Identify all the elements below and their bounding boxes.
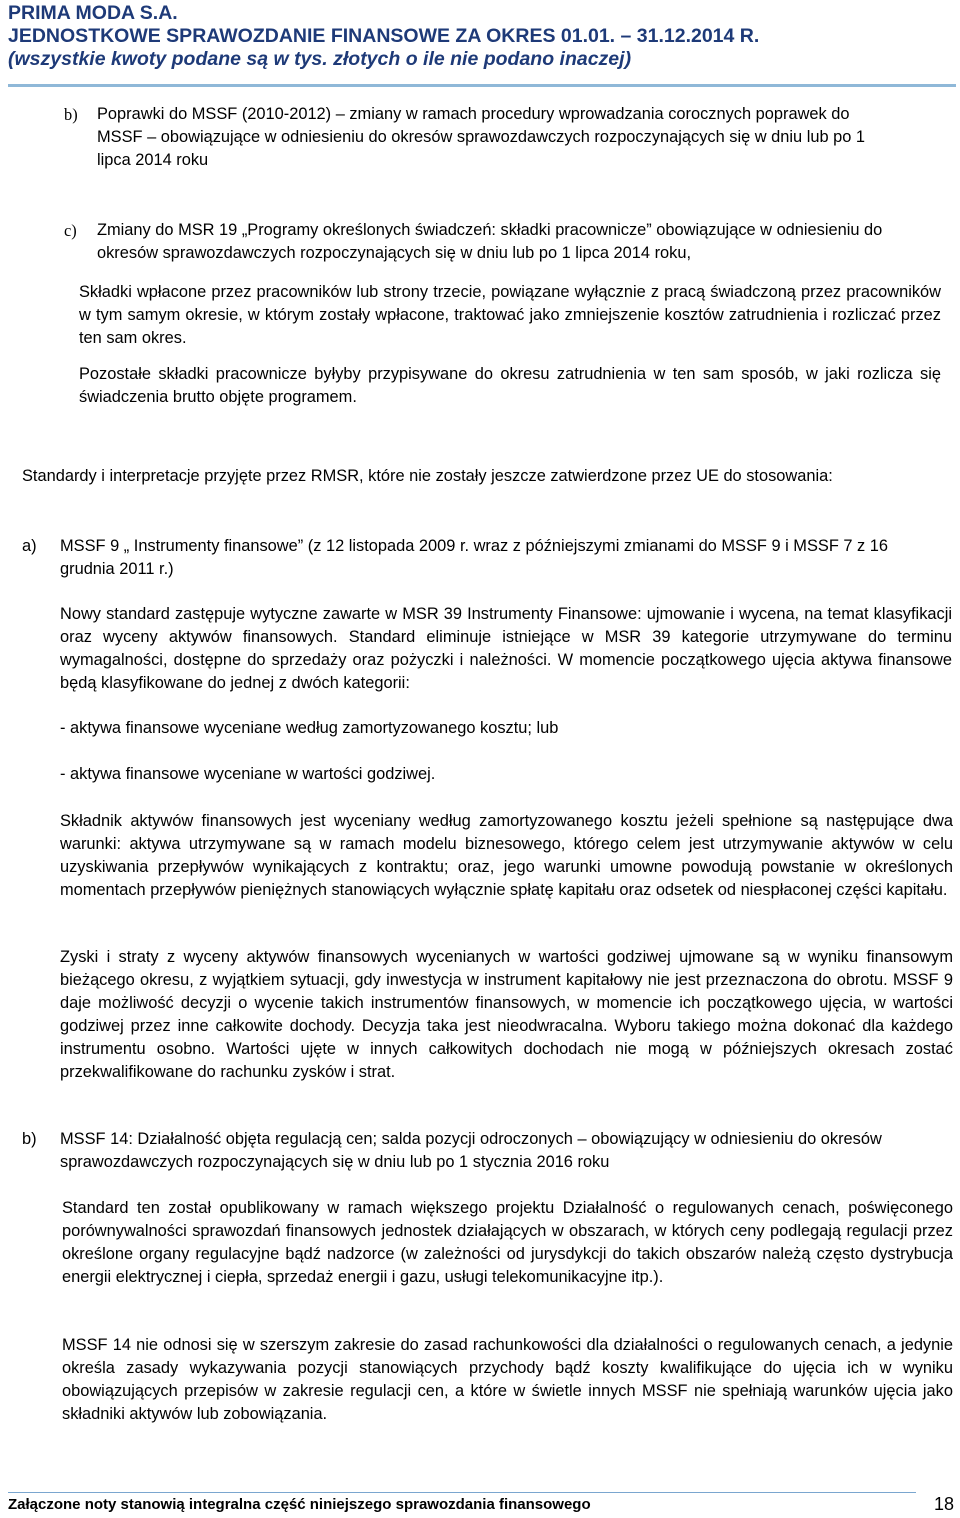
standard-a-title: MSSF 9 „ Instrumenty finansowe” (z 12 listopada 2009 r. wraz z późniejszymi zmianami do MSSF 9 i MSSF 7 z 16 grudnia 2011 r.)	[60, 537, 889, 578]
item-label-a: a)	[22, 537, 37, 555]
page-header	[8, 2, 759, 71]
page-number: 18	[933, 1494, 954, 1514]
report-title: JEDNOSTKOWE SPRAWOZDANIE FINANSOWE ZA OKRES 01.01. – 31.12.2014 R.	[8, 25, 760, 47]
item-label-b2: b)	[22, 1130, 37, 1148]
standard-b-title: MSSF 14: Działalność objęta regulacją cen; salda pozycji odroczonych – obowiązujący w odniesieniu do okresów sprawozdawczych rozpoczynających się w dniu lub po 1 stycznia 2016 roku	[60, 1130, 882, 1171]
item-label-c: c)	[64, 221, 77, 240]
paragraph: Składki wpłacone przez pracowników lub strony trzecie, powiązane wyłącznie z pracą świadczoną przez pracowników w tym samym okresie, w którym zostały wpłacone, traktować jako zmniejszenie kosztów zatrudnienia i rozliczać przez ten sam okres.	[79, 283, 941, 347]
item-label-b: b)	[64, 105, 78, 124]
section-intro: Standardy i interpretacje przyjęte przez RMSR, które nie zostały jeszcze zatwierdzone przez UE do stosowania:	[22, 467, 833, 485]
amendment-b-text: Poprawki do MSSF (2010-2012) – zmiany w ramach procedury wprowadzania corocznych poprawek do MSSF – obowiązujące w odniesieniu do okresów sprawozdawczych rozpoczynających się w dniu lub po 1 lipca 2014 roku	[97, 105, 866, 169]
list-item: - aktywa finansowe wyceniane w wartości godziwej.	[60, 765, 436, 783]
paragraph: Nowy standard zastępuje wytyczne zawarte w MSR 39 Instrumenty Finansowe: ujmowanie i wycena, na temat klasyfikacji oraz wyceny aktywów finansowych. Standard eliminuje istniejące w MSR 39 kategorie utrzymywane do terminu wymagalności, dostępne do sprzedaży oraz pożyczki i należności. W momencie początkowego ujęcia aktywa finansowe będą klasyfikowane do jednej z dwóch kategorii:	[60, 605, 952, 692]
paragraph: MSSF 14 nie odnosi się w szerszym zakresie do zasad rachunkowości dla działalności o regulowanych cenach, a jedynie określa zasady wykazywania pozycji stanowiących przychody bądź koszty kwalifikujące do ujęcia ich w wyniku obowiązujących przepisów w zakresie regulacji cen, a które w świetle innych MSSF nie spełniają warunków ujęcia jako składniki aktywów lub zobowiązania.	[62, 1336, 953, 1423]
company-name: PRIMA MODA S.A.	[8, 2, 178, 24]
header-divider	[8, 84, 956, 87]
paragraph: Standard ten został opublikowany w ramach większego projektu Działalność o regulowanych cenach, poświęconego porównywalności sprawozdań finansowych jednostek działających w obszarach, w których ceny podlegają regulacji przez określone organy regulacyjne bądź nadzorce (w zależności od jurysdykcji do takich obszarów należą często dystrybucja energii elektrycznej i ciepła, sprzedaż energii i gazu, usługi telekomunikacyjne itp.).	[62, 1199, 953, 1286]
amendment-c-text: Zmiany do MSR 19 „Programy określonych świadczeń: składki pracownicze” obowiązujące w odniesieniu do okresów sprawozdawczych rozpoczynających się w dniu lub po 1 lipca 2014 roku,	[97, 221, 883, 262]
footer-divider	[8, 1492, 916, 1493]
paragraph: Składnik aktywów finansowych jest wyceniany według zamortyzowanego kosztu jeżeli spełnione są następujące dwa warunki: aktywa utrzymywane są w ramach modelu biznesowego, którego celem jest utrzymywanie aktywów w celu uzyskiwania przepływów wynikających z kontraktu; oraz, jego warunki umowne powodują powstanie w określonych momentach przepływów pieniężnych stanowiących wyłącznie spłatę kapitału oraz odsetek od niespłaconej części kapitału.	[60, 812, 953, 899]
list-item: - aktywa finansowe wyceniane według zamortyzowanego kosztu; lub	[60, 719, 559, 737]
amounts-note: (wszystkie kwoty podane są w tys. złotych o ile nie podano inaczej)	[8, 48, 632, 70]
paragraph: Zyski i straty z wyceny aktywów finansowych wycenianych w wartości godziwej ujmowane są w wyniku finansowym bieżącego okresu, z wyjątkiem sytuacji, gdy inwestycja w instrument kapitałowy nie jest przeznaczona do obrotu. MSSF 9 daje możliwość decyzji o wycenie takich instrumentów finansowych, w momencie ich początkowego ujęcia, w wartości godziwej przez inne całkowite dochody. Decyzja taka jest nieodwracalna. Wyboru takiego można dokonać dla każdego instrumentu osobno. Wartości ujęte w innych całkowitych dochodach nie mogą w późniejszych okresach zostać przekwalifikowane do rachunku zysków i strat.	[60, 948, 953, 1081]
paragraph: Pozostałe składki pracownicze byłyby przypisywane do okresu zatrudnienia w ten sam sposób, w jaki rozlicza się świadczenia brutto objęte programem.	[79, 365, 941, 406]
footer-note: Załączone noty stanowią integralna część niniejszego sprawozdania finansowego	[8, 1496, 591, 1513]
